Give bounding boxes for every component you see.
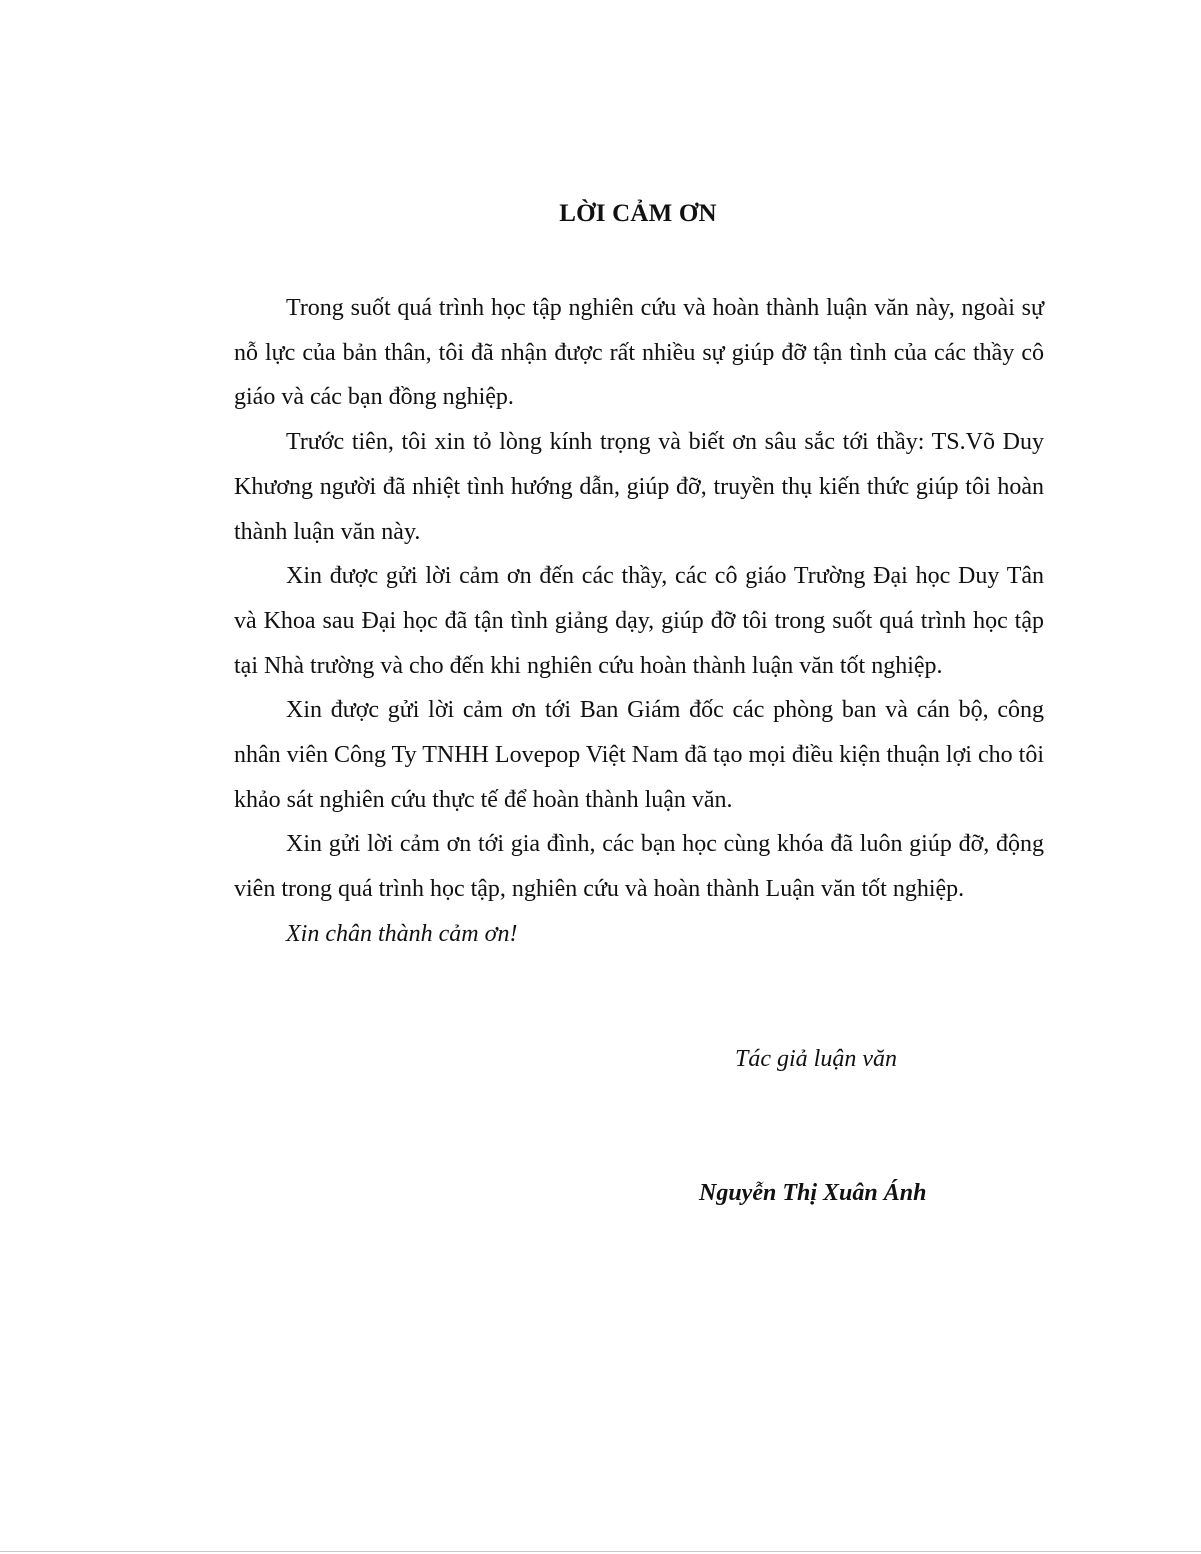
page-title: LỜI CẢM ƠN <box>559 200 717 227</box>
acknowledgement-body <box>234 286 1044 957</box>
paragraph: Trước tiên, tôi xin tỏ lòng kính trọng và biết ơn sâu sắc tới thầy: TS.Võ Duy Khương người đã nhiệt tình hướng dẫn, giúp đỡ, truyền thụ kiến thức giúp tôi hoàn thành luận văn này. <box>234 429 1044 545</box>
bottom-divider <box>0 1551 1201 1552</box>
author-role: Tác giả luận văn <box>735 1046 897 1072</box>
paragraph: Trong suốt quá trình học tập nghiên cứu và hoàn thành luận văn này, ngoài sự nỗ lực của bản thân, tôi đã nhận được rất nhiều sự giúp đỡ tận tình của các thầy cô giáo và các bạn đồng nghiệp. <box>234 295 1044 411</box>
author-name: Nguyễn Thị Xuân Ánh <box>699 1180 927 1206</box>
closing-line: Xin chân thành cảm ơn! <box>286 920 518 947</box>
paragraph: Xin được gửi lời cảm ơn đến các thầy, các cô giáo Trường Đại học Duy Tân và Khoa sau Đại học đã tận tình giảng dạy, giúp đỡ tôi trong suốt quá trình học tập tại Nhà trường và cho đến khi nghiên cứu hoàn thành luận văn tốt nghiệp. <box>234 563 1044 679</box>
paragraph: Xin gửi lời cảm ơn tới gia đình, các bạn học cùng khóa đã luôn giúp đỡ, động viên trong quá trình học tập, nghiên cứu và hoàn thành Luận văn tốt nghiệp. <box>234 831 1044 903</box>
paragraph: Xin được gửi lời cảm ơn tới Ban Giám đốc các phòng ban và cán bộ, công nhân viên Công Ty TNHH Lovepop Việt Nam đã tạo mọi điều kiện thuận lợi cho tôi khảo sát nghiên cứu thực tế để hoàn thành luận văn. <box>234 697 1044 813</box>
